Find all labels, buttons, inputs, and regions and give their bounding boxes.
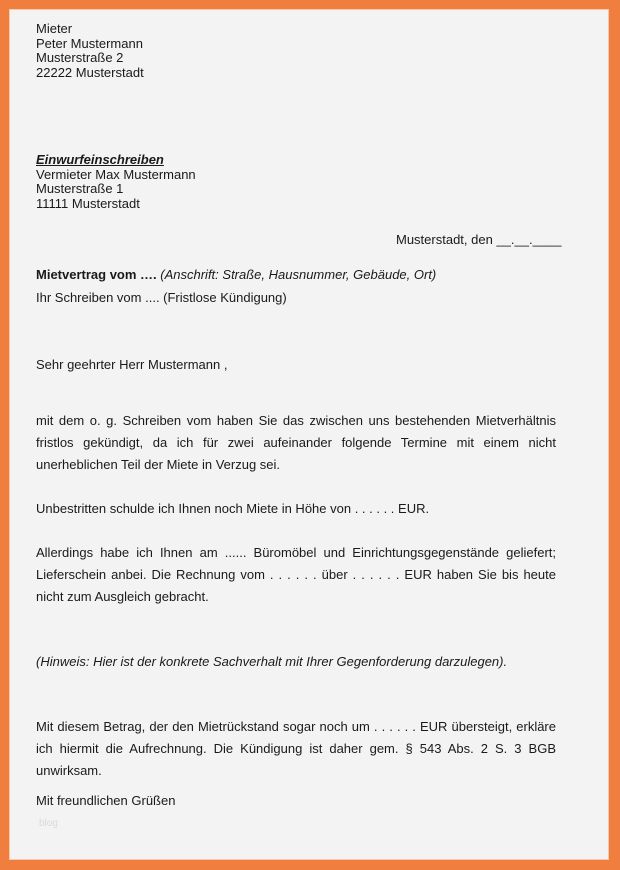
sender-address <box>36 22 144 80</box>
sender-label: Mieter <box>36 21 73 36</box>
salutation: Sehr geehrter Herr Mustermann , <box>36 357 228 372</box>
sender-name: Peter Mustermann <box>36 35 143 51</box>
subject-italic: (Anschrift: Straße, Hausnummer, Gebäude, Ort) <box>156 267 437 282</box>
sender-street: Musterstraße 2 <box>36 50 124 65</box>
recipient-address <box>36 153 196 211</box>
place-date: Musterstadt, den __.__.____ <box>396 232 562 247</box>
letter-page <box>9 9 609 860</box>
paragraph-hint: (Hinweis: Hier ist der konkrete Sachverhalt mit Ihrer Gegenforderung darzulegen). <box>36 654 508 669</box>
delivery-type: Einwurfeinschreiben <box>36 152 164 167</box>
recipient-city: 11111 Musterstadt <box>36 195 140 211</box>
subject-reference: Ihr Schreiben vom .... (Fristlose Kündigung) <box>36 290 287 305</box>
sender-city: 22222 Musterstadt <box>36 64 144 80</box>
subject-bold: Mietvertrag vom …. <box>36 267 157 282</box>
paragraph-offset: Mit diesem Betrag, der den Mietrückstand sogar noch um . . . . . . EUR übersteigt, erkläre ich hiermit die Aufrechnung. Die Kündigung ist daher gem. § 543 Abs. 2 S. 3 BGB unwirksam. <box>36 719 556 778</box>
subject-line <box>36 267 436 282</box>
watermark: blog <box>39 818 58 829</box>
paragraph-termination: mit dem o. g. Schreiben vom haben Sie das zwischen uns bestehenden Mietverhältnis fristlos gekündigt, da ich für zwei aufeinander folgende Termine mit einem nicht unerheblichen Teil der Miete in Verzug sei. <box>36 413 556 472</box>
paragraph-counterclaim: Allerdings habe ich Ihnen am ...... Büromöbel und Einrichtungsgegenstände geliefert; Lieferschein anbei. Die Rechnung vom . . . . . . über . . . . . . EUR haben Sie bis heute nicht zum Ausgleich gebracht. <box>36 545 556 604</box>
recipient-name: Vermieter Max Mustermann <box>36 166 196 182</box>
closing: Mit freundlichen Grüßen <box>36 793 176 808</box>
recipient-street: Musterstraße 1 <box>36 181 124 196</box>
paragraph-debt: Unbestritten schulde ich Ihnen noch Miete in Höhe von . . . . . . EUR. <box>36 501 430 516</box>
